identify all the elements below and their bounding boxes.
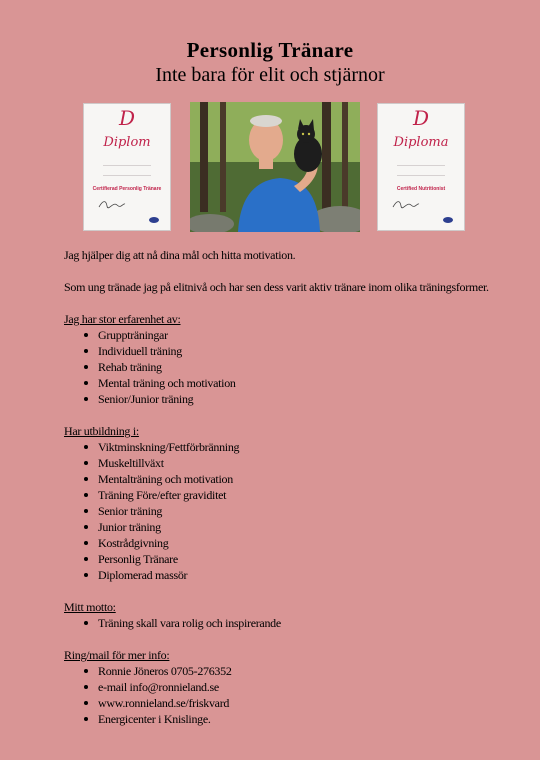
list-item: Personlig Tränare — [64, 551, 504, 567]
contact-list — [64, 663, 504, 727]
list-item: Muskeltillväxt — [64, 455, 504, 471]
intro-paragraph: Som ung tränade jag på elitnivå och har sen dess varit aktiv tränare inom olika träningsformer. — [64, 280, 489, 294]
list-item: Viktminskning/Fettförbränning — [64, 439, 504, 455]
signature-icon — [97, 198, 127, 210]
experience-heading: Jag har stor erfarenhet av: — [64, 312, 181, 326]
list-item: Mental träning och motivation — [64, 375, 504, 391]
page-subtitle: Inte bara för elit och stjärnor — [155, 64, 385, 86]
list-item: Mentalträning och motivation — [64, 471, 504, 487]
diploma-personal-trainer-image — [83, 103, 171, 231]
contact-location: Energicenter i Knislinge. — [64, 711, 504, 727]
svg-text:D: D — [118, 106, 136, 129]
diploma-certificate-title: Certifierad Personlig Tränare — [92, 186, 162, 192]
diploma-divider — [397, 165, 445, 166]
list-item: Diplomerad massör — [64, 567, 504, 583]
list-item: Senior träning — [64, 503, 504, 519]
contact-phone: Ronnie Jöneros 0705-276352 — [64, 663, 504, 679]
diploma-logo-icon — [377, 105, 465, 129]
trainer-holding-cat-photo-icon — [190, 102, 360, 232]
contact-website: www.ronnieland.se/friskvard — [64, 695, 504, 711]
signature-icon — [391, 198, 421, 210]
diploma-word: Diploma — [393, 135, 449, 150]
education-heading: Har utbildning i: — [64, 424, 139, 438]
list-item: Rehab träning — [64, 359, 504, 375]
list-item: Träning Före/efter graviditet — [64, 487, 504, 503]
diploma-certificate-title: Certified Nutritionist — [396, 186, 446, 192]
list-item: Kostrådgivning — [64, 535, 504, 551]
page-title: Personlig Tränare — [186, 38, 354, 62]
contact-email: e-mail info@ronnieland.se — [64, 679, 504, 695]
contact-heading: Ring/mail för mer info: — [64, 648, 170, 662]
motto-list — [64, 615, 504, 631]
diploma-nutritionist-image — [377, 103, 465, 231]
badge-icon — [149, 217, 159, 223]
list-item: Individuell träning — [64, 343, 504, 359]
badge-icon — [443, 217, 453, 223]
list-item: Gruppträningar — [64, 327, 504, 343]
svg-text:D: D — [412, 106, 430, 129]
trainer-photo — [190, 102, 360, 232]
motto-heading: Mitt motto: — [64, 600, 116, 614]
main-content — [64, 247, 504, 727]
diploma-logo-icon — [83, 105, 171, 129]
list-item: Senior/Junior träning — [64, 391, 504, 407]
intro-line: Jag hjälper dig att nå dina mål och hitta motivation. — [64, 248, 296, 262]
education-list — [64, 439, 504, 583]
diploma-divider — [103, 175, 151, 176]
diploma-divider — [103, 165, 151, 166]
list-item: Träning skall vara rolig och inspirerande — [64, 615, 504, 631]
diploma-divider — [397, 175, 445, 176]
list-item: Junior träning — [64, 519, 504, 535]
experience-list — [64, 327, 504, 407]
diploma-word: Diplom — [103, 135, 151, 150]
